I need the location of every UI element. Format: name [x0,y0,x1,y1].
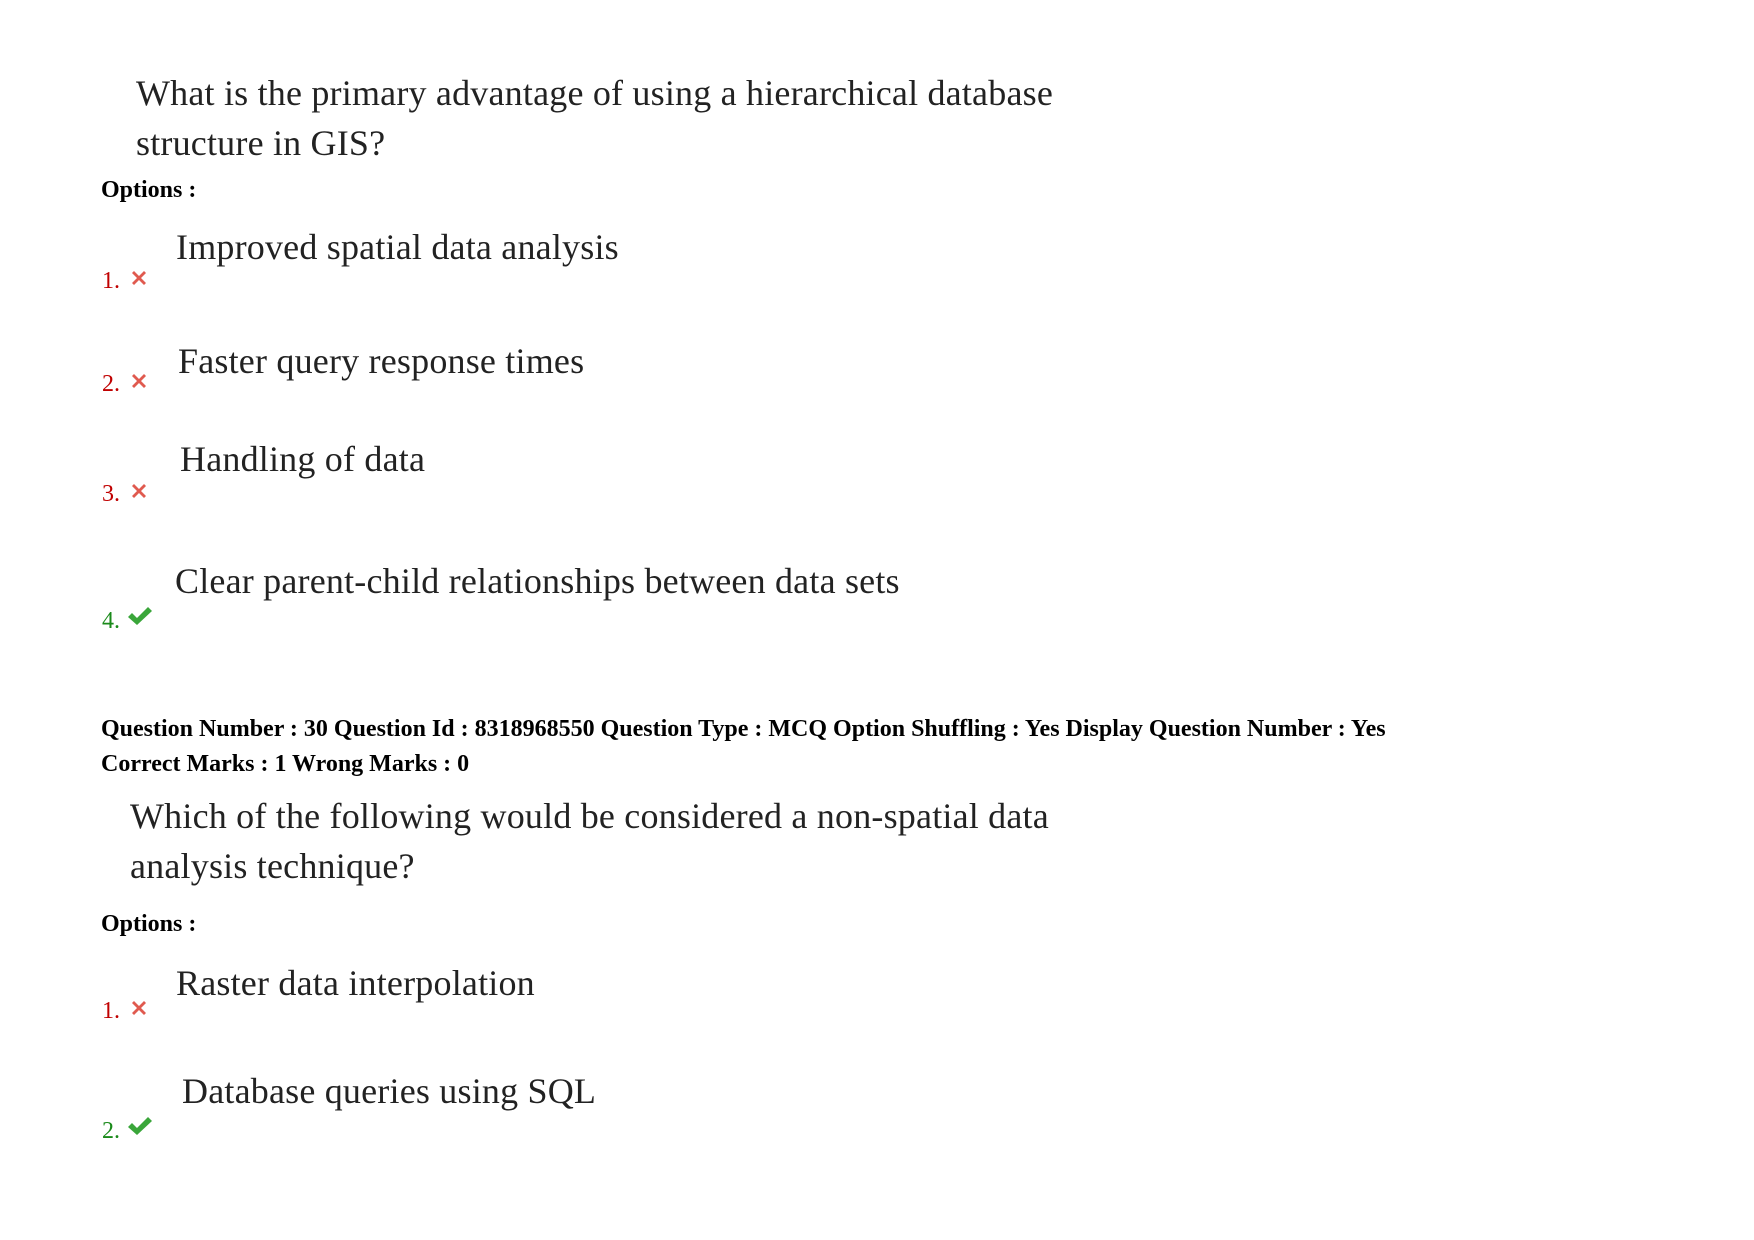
options-label: Options : [101,177,197,203]
cross-icon [127,266,151,290]
option-number: 1. [102,998,120,1024]
question-text-line2: structure in GIS? [136,123,386,163]
question-meta-line1: Question Number : 30 Question Id : 8318968550 Question Type : MCQ Option Shuffling : Yes Display Question Number : Yes [101,716,1386,742]
option-text: Raster data interpolation [176,963,535,1003]
check-icon [126,604,154,628]
option-text: Handling of data [180,439,426,479]
option-text: Database queries using SQL [182,1071,597,1111]
option-text: Faster query response times [178,341,585,381]
cross-icon [127,369,151,393]
option-number: 3. [102,481,120,507]
question-meta-line2: Correct Marks : 1 Wrong Marks : 0 [101,751,470,777]
check-icon [126,1114,154,1138]
cross-icon [127,479,151,503]
cross-icon [127,996,151,1020]
question-text-line1: What is the primary advantage of using a hierarchical database [136,73,1054,113]
option-number: 2. [102,1118,120,1144]
option-number: 2. [102,371,120,397]
option-number: 4. [102,608,120,634]
option-text: Clear parent-child relationships between data sets [175,561,900,601]
option-text: Improved spatial data analysis [176,227,619,267]
question-text-line2: analysis technique? [130,846,415,886]
options-label: Options : [101,911,197,937]
question-text-line1: Which of the following would be considered a non-spatial data [130,796,1049,836]
option-number: 1. [102,268,120,294]
